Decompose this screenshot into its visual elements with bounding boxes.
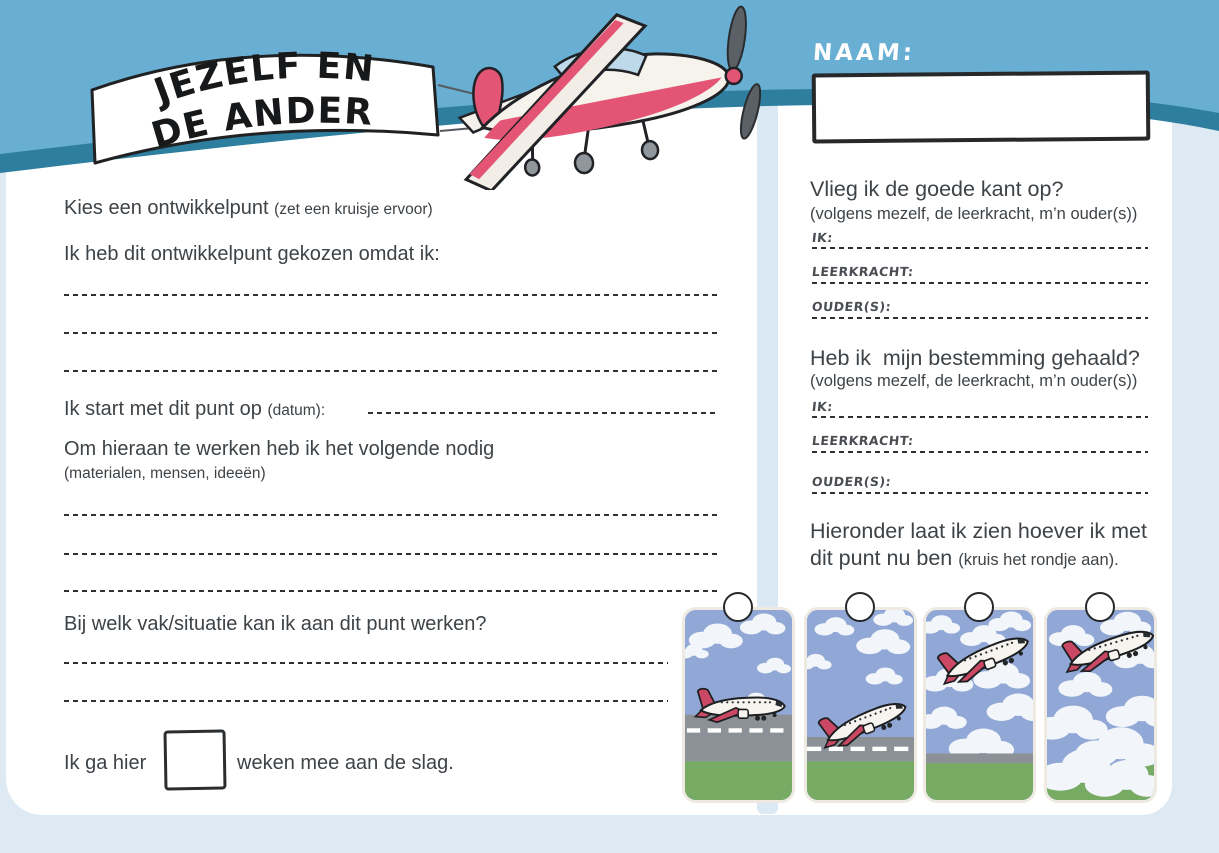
needs-question: Om hieraan te werken heb ik het volgende nodig [64, 438, 495, 460]
plane-flying-high-icon [1047, 610, 1154, 800]
plane-taking-off-icon [807, 610, 914, 800]
question-text: Kies een ontwikkelpunt [64, 197, 269, 219]
answer-line-ouders[interactable] [812, 317, 1148, 319]
field-label-leerkracht: LEERKRACHT: [811, 264, 915, 279]
answer-line-leerkracht[interactable] [812, 282, 1148, 284]
answer-line[interactable] [64, 700, 668, 702]
progress-option-circle-2[interactable] [845, 592, 875, 622]
direction-subtitle: (volgens mezelf, de leerkracht, m’n ouder(s)) [810, 205, 1138, 223]
answer-line-ik[interactable] [812, 416, 1148, 418]
reason-question: Ik heb dit ontwikkelpunt gekozen omdat ik: [64, 243, 440, 265]
field-label-ouders: OUDER(S): [811, 474, 893, 489]
answer-line[interactable] [64, 553, 718, 555]
banner-and-plane-illustration [80, 5, 780, 190]
plane-on-runway-icon [685, 610, 792, 800]
propeller-plane-icon [451, 5, 772, 190]
progress-card-2 [804, 607, 917, 803]
name-input-box[interactable] [812, 71, 1151, 144]
direction-title: Vlieg ik de goede kant op? [810, 177, 1064, 201]
choose-question [64, 196, 433, 221]
answer-line-ouders[interactable] [812, 492, 1148, 494]
answer-line[interactable] [64, 370, 718, 372]
field-label-ouders: OUDER(S): [811, 299, 893, 314]
banner-title-line2: DE ANDER [147, 90, 375, 157]
field-label-ik: IK: [811, 399, 834, 414]
progress-option-circle-4[interactable] [1085, 592, 1115, 622]
weeks-sentence-end: weken mee aan de slag. [237, 752, 454, 774]
weeks-sentence-start: Ik ga hier [64, 752, 147, 774]
start-date-question [64, 397, 325, 422]
question-text: Ik start met dit punt op [64, 398, 262, 420]
question-hint: (datum): [267, 402, 326, 419]
answer-line-ik[interactable] [812, 247, 1148, 249]
field-label-leerkracht: LEERKRACHT: [811, 433, 915, 448]
answer-line[interactable] [64, 294, 718, 296]
banner-title-line1: JEZELF EN [149, 45, 377, 114]
subject-question: Bij welk vak/situatie kan ik aan dit punt werken? [64, 613, 487, 635]
plane-climbing-icon [926, 610, 1033, 800]
answer-line[interactable] [64, 662, 668, 664]
progress-option-circle-3[interactable] [964, 592, 994, 622]
field-label-ik: IK: [811, 230, 834, 245]
progress-card-1 [682, 607, 795, 803]
answer-line-leerkracht[interactable] [812, 451, 1148, 453]
weeks-input-box[interactable] [163, 729, 226, 790]
answer-line[interactable] [64, 590, 718, 592]
progress-card-4 [1044, 607, 1157, 803]
name-label: NAAM: [812, 40, 916, 66]
progress-instruction [810, 518, 1166, 572]
question-hint: (zet een kruisje ervoor) [274, 201, 433, 218]
answer-line[interactable] [64, 514, 718, 516]
date-answer-line[interactable] [368, 412, 718, 414]
needs-hint: (materialen, mensen, ideeën) [64, 465, 266, 482]
progress-instruction-hint: (kruis het rondje aan). [958, 551, 1119, 570]
progress-option-circle-1[interactable] [723, 592, 753, 622]
destination-subtitle: (volgens mezelf, de leerkracht, m’n ouder(s)) [810, 372, 1138, 390]
progress-instruction-text: Hieronder laat ik zien hoever ik met dit punt nu ben [810, 519, 1147, 571]
answer-line[interactable] [64, 332, 718, 334]
destination-title: Heb ik mijn bestemming gehaald? [810, 346, 1140, 370]
progress-card-3 [923, 607, 1036, 803]
